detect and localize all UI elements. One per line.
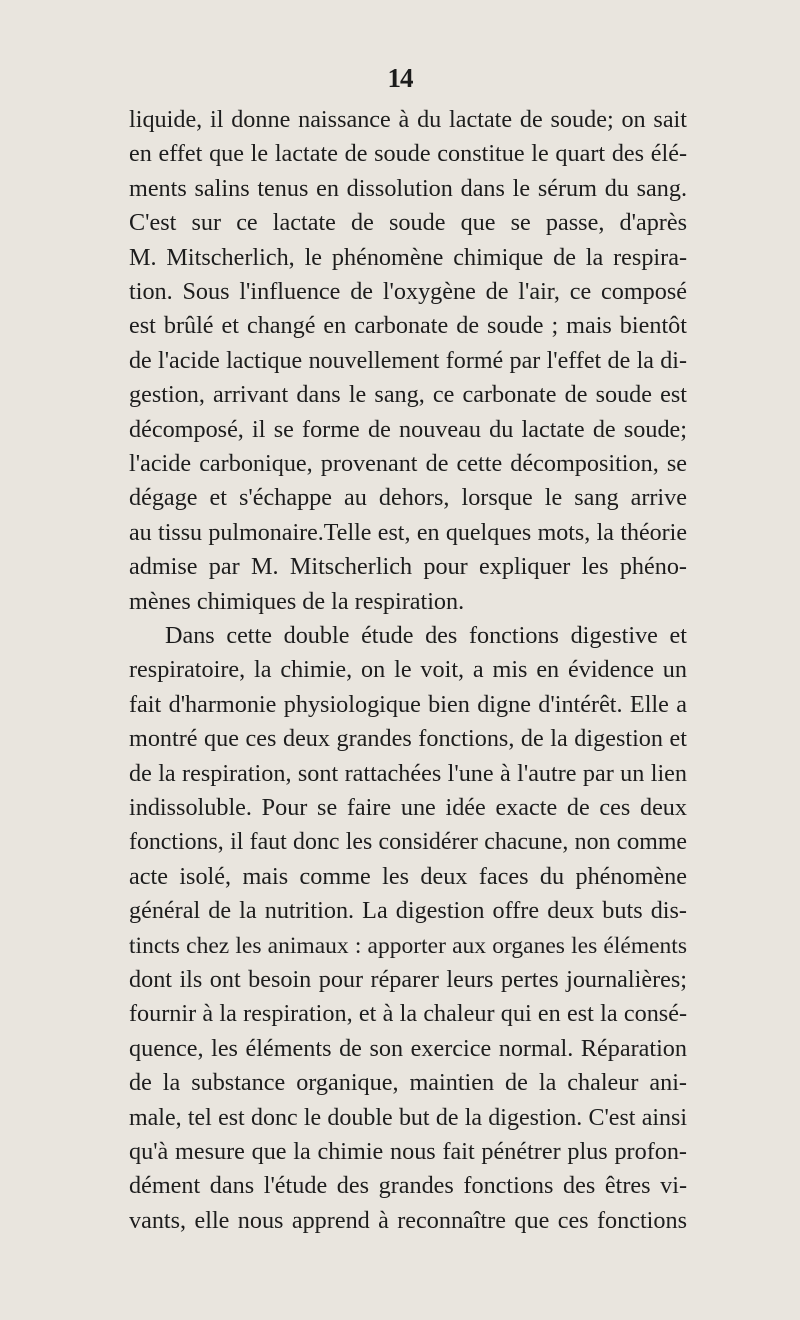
text-line: liquide, il donne naissance à du lactate de soude; on sait xyxy=(129,106,687,133)
text-line: dont ils ont besoin pour réparer leurs pertes journalières; xyxy=(129,966,687,993)
text-line: tincts chez les animaux : apporter aux organes les éléments xyxy=(129,932,687,959)
paragraph-first-line: Dans cette double étude des fonctions digestive et xyxy=(165,622,687,649)
text-line: mènes chimiques de la respiration. xyxy=(129,587,465,615)
text-line: M. Mitscherlich, le phénomène chimique de la respira- xyxy=(129,243,687,271)
text-line: male, tel est donc le double but de la digestion. C'est ainsi xyxy=(129,1104,687,1131)
text-line: ments salins tenus en dissolution dans le sérum du sang. xyxy=(129,174,687,202)
text-line: de l'acide lactique nouvellement formé par l'effet de la di- xyxy=(129,347,687,374)
text-line: tion. Sous l'influence de l'oxygène de l'air, ce composé xyxy=(129,278,687,305)
text-line: dégage et s'échappe au dehors, lorsque le sang arrive xyxy=(129,484,687,512)
text-line: montré que ces deux grandes fonctions, de la digestion et xyxy=(129,725,687,753)
text-line: de la respiration, sont rattachées l'une à l'autre par un lien xyxy=(129,759,687,787)
text-line: l'acide carbonique, provenant de cette décomposition, se xyxy=(129,450,687,477)
text-line: dément dans l'étude des grandes fonctions des êtres vi- xyxy=(129,1172,687,1200)
text-line: quence, les éléments de son exercice normal. Réparation xyxy=(129,1034,687,1062)
text-line: général de la nutrition. La digestion offre deux buts dis- xyxy=(129,897,687,925)
text-line: indissoluble. Pour se faire une idée exacte de ces deux xyxy=(129,794,687,821)
text-line: qu'à mesure que la chimie nous fait pénétrer plus profon- xyxy=(129,1138,687,1165)
text-line: décomposé, il se forme de nouveau du lactate de soude; xyxy=(129,415,687,443)
text-line: fournir à la respiration, et à la chaleur qui en est la consé- xyxy=(129,1000,687,1028)
text-line: au tissu pulmonaire.Telle est, en quelques mots, la théorie xyxy=(129,519,687,546)
text-line: fait d'harmonie physiologique bien digne d'intérêt. Elle a xyxy=(129,690,687,718)
text-line: C'est sur ce lactate de soude que se passe, d'après xyxy=(129,209,687,237)
text-line: de la substance organique, maintien de la chaleur ani- xyxy=(129,1069,687,1097)
text-line: est brûlé et changé en carbonate de soude ; mais bientôt xyxy=(129,312,687,340)
text-line: respiratoire, la chimie, on le voit, a mis en évidence un xyxy=(129,656,687,684)
page-number: 14 xyxy=(387,63,413,93)
text-line: acte isolé, mais comme les deux faces du phénomène xyxy=(129,862,687,890)
text-line: gestion, arrivant dans le sang, ce carbonate de soude est xyxy=(129,381,687,409)
text-line: admise par M. Mitscherlich pour expliquer les phéno- xyxy=(129,553,687,581)
text-line: fonctions, il faut donc les considérer chacune, non comme xyxy=(129,829,687,856)
text-line: vants, elle nous apprend à reconnaître que ces fonctions xyxy=(129,1206,687,1234)
text-line: en effet que le lactate de soude constitue le quart des élé- xyxy=(129,140,687,168)
